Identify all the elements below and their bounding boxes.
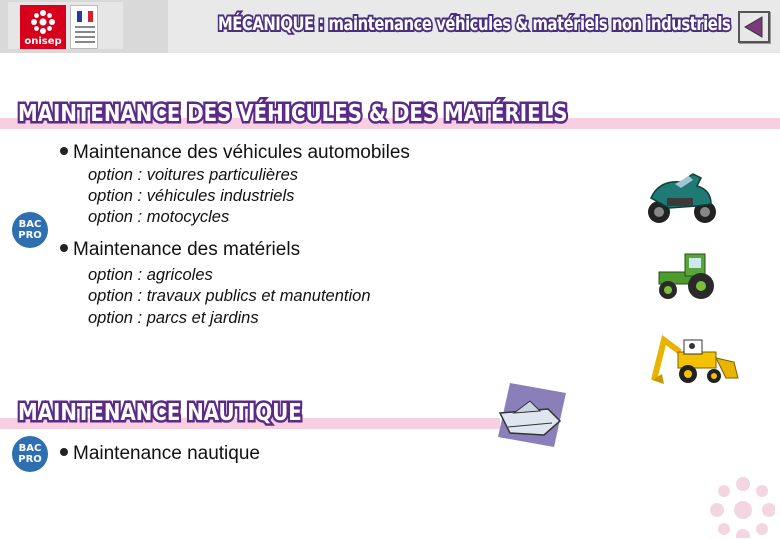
- back-button[interactable]: [738, 11, 770, 43]
- onisep-logo[interactable]: [20, 5, 66, 49]
- pro-label: PRO: [18, 454, 42, 465]
- bac-pro-badge: [12, 212, 48, 248]
- onisep-watermark-icon: [705, 470, 775, 538]
- page-title: MÉCANIQUE : maintenance véhicules & matériels non industriels: [218, 13, 731, 35]
- bullet-icon: [60, 147, 68, 155]
- option-item: option : parcs et jardins: [88, 309, 259, 327]
- list-item: [60, 239, 300, 261]
- option-item: option : agricoles: [88, 266, 213, 284]
- backhoe-loader-icon: [650, 328, 742, 386]
- section-title-nautical: MAINTENANCE NAUTIQUE: [18, 400, 302, 426]
- ministry-logo: [70, 5, 98, 49]
- bac-label: BAC: [18, 443, 42, 454]
- section-title-vehicles: MAINTENANCE DES VÉHICULES & DES MATÉRIELS: [18, 101, 568, 127]
- list-item: [60, 142, 410, 164]
- list-item: [60, 443, 260, 465]
- onisep-logo-text: onisep: [24, 36, 62, 47]
- pro-label: PRO: [18, 230, 42, 241]
- motorcycle-icon: [645, 168, 717, 226]
- item-label: Maintenance des matériels: [73, 239, 301, 260]
- item-label: Maintenance des véhicules automobiles: [73, 142, 410, 163]
- onisep-star-icon: [30, 9, 56, 35]
- item-label: Maintenance nautique: [73, 443, 260, 464]
- bullet-icon: [60, 244, 68, 252]
- option-item: option : motocycles: [88, 208, 230, 226]
- tractor-icon: [655, 252, 719, 300]
- french-flag-icon: [77, 11, 93, 22]
- back-arrow-icon: [740, 13, 768, 41]
- option-item: option : travaux publics et manutention: [88, 287, 371, 305]
- header-bar: [0, 0, 780, 53]
- option-item: option : voitures particulières: [88, 166, 299, 184]
- bullet-icon: [60, 448, 68, 456]
- logo-area: [8, 2, 123, 49]
- bac-pro-badge: [12, 436, 48, 472]
- option-item: option : véhicules industriels: [88, 187, 295, 205]
- boat-icon: [494, 383, 568, 447]
- bac-label: BAC: [18, 219, 42, 230]
